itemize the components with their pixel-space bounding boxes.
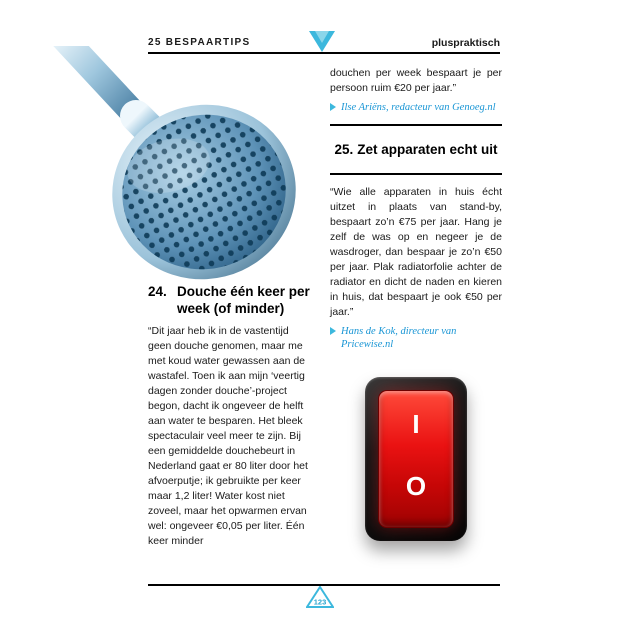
page-number: 123 [313, 597, 327, 607]
article-24-body: “Dit jaar heb ik in de vastentijd geen douche genomen, maar me met koud water gewassen aan de wastafel. Toen ik aan mijn ‘veertig dagen zonder douche’-project begon, dacht ik ongeveer de helft aan water te besparen. Het bleek spectaculair veel meer te zijn. Bij een gemiddelde douchebeurt in Nederland gaat er 80 liter door het afvoerputje; ik gebruikte per keer maar 1,2 liter! Water kost niet zoveel, maar het opwarmen ervan wel: ongeveer €0,05 per liter. Één keer minder [148, 325, 308, 547]
article-25-body: “Wie alle apparaten in huis écht uitzet in plaats van stand-by, bespaart zo’n €75 per jaar. Hang je zelf de was op en negeer je de wasdroger, dan bespaar je zo’n €50 per jaar. Plak radiatorfolie achter de radiator en dicht de naden en kieren in huis, dat bespaart je ook €50 per jaar.” [330, 186, 502, 318]
attribution-text: Hans de Kok, directeur van Pricewise.nl [341, 326, 457, 350]
power-switch-rocker [378, 390, 454, 528]
attribution-arrow-icon [330, 327, 336, 335]
switch-on-symbol: I [412, 408, 420, 439]
article-25-number: 25. [334, 142, 354, 157]
page-number-marker [306, 586, 334, 608]
header-section-title: 25 BESPAARTIPS [148, 37, 251, 48]
article-24-number: 24. [148, 284, 167, 299]
attribution-hans-de-kok [330, 325, 502, 351]
article-25-title: Zet apparaten echt uit [357, 142, 498, 157]
header-triangle-inner-icon [315, 31, 329, 43]
article-24-heading [148, 283, 311, 317]
shower-head-illustration [44, 46, 310, 284]
power-switch-photo [365, 377, 467, 541]
section-rule-top [330, 124, 502, 126]
footer-triangle-icon [306, 586, 334, 608]
article-25-heading [330, 136, 502, 163]
section-rule-bottom [330, 173, 502, 175]
attribution-ilse-ariens [330, 101, 502, 114]
article-23-continuation: douchen per week bespaart je per persoon ruim €20 per jaar.” [330, 67, 502, 94]
right-column [330, 66, 502, 541]
attribution-text: Ilse Ariëns, redacteur van Genoeg.nl [341, 102, 496, 113]
switch-off-symbol: O [405, 471, 427, 502]
attribution-arrow-icon [330, 103, 336, 111]
shower-head-photo [44, 46, 310, 284]
left-column [148, 283, 311, 549]
header-magazine-name: pluspraktisch [431, 37, 500, 49]
article-24-title: Douche één keer per week (of minder) [177, 284, 310, 316]
